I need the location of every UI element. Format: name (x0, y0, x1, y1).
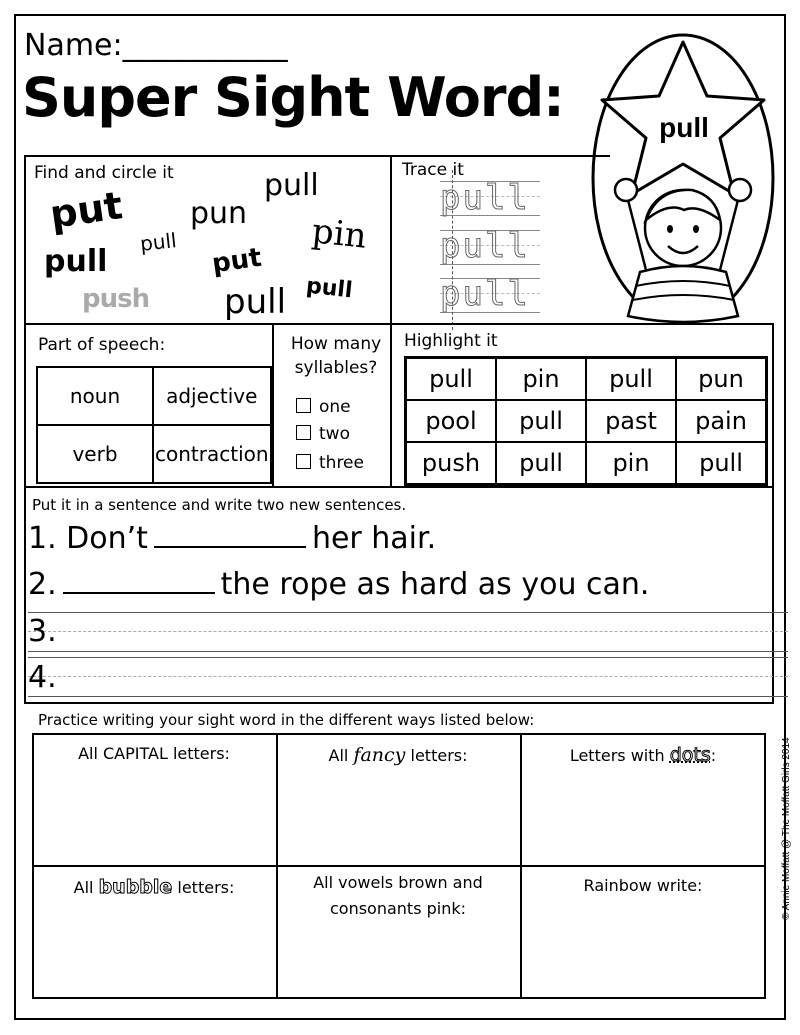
sight-word-label: pull (659, 112, 709, 143)
highlight-cell[interactable]: past (586, 400, 676, 442)
syllables-label-2: syllables? (294, 358, 378, 378)
highlight-cell[interactable]: pull (496, 442, 586, 485)
practice-rainbow[interactable]: Rainbow write: (583, 876, 703, 895)
copyright-text: © Annie Moffatt @ The Moffatt Girls 2014 (781, 737, 792, 920)
sentence-1: 1. Don’t her hair. (28, 521, 437, 556)
highlight-cell[interactable]: pun (676, 358, 767, 401)
trace-word[interactable]: pull (440, 178, 530, 218)
trace-label: Trace it (402, 160, 464, 180)
highlight-cell[interactable]: pin (586, 442, 676, 485)
practice-vowels[interactable]: All vowels brown and consonants pink: (313, 873, 483, 918)
highlight-cell[interactable]: pull (676, 442, 767, 485)
trace-word[interactable]: pull (440, 226, 530, 266)
highlight-cell[interactable]: pull (496, 400, 586, 442)
syllable-option-two[interactable]: two (296, 424, 350, 444)
highlight-cell[interactable]: pain (676, 400, 767, 442)
find-word[interactable]: push (82, 284, 150, 314)
syllable-option-three[interactable]: three (296, 453, 364, 473)
find-word[interactable]: pull (44, 244, 108, 279)
part-of-speech-label: Part of speech: (38, 335, 166, 355)
highlight-grid (404, 356, 768, 486)
find-circle-label: Find and circle it (34, 163, 174, 183)
star-character-illustration (588, 28, 778, 328)
practice-capital[interactable]: All CAPITAL letters: (78, 744, 230, 763)
pos-option-contraction[interactable]: contraction (153, 425, 271, 483)
sentences-label: Put it in a sentence and write two new sentences. (32, 496, 407, 514)
sentence-2: 2. the rope as hard as you can. (28, 567, 650, 602)
practice-label: Practice writing your sight word in the different ways listed below: (38, 711, 535, 729)
sentence-3-line[interactable]: 3. (28, 614, 57, 649)
sentence-1-blank[interactable] (154, 522, 306, 548)
find-word[interactable]: pin (310, 211, 369, 257)
highlight-cell[interactable]: pull (406, 358, 497, 401)
pos-option-adjective[interactable]: adjective (153, 367, 271, 425)
trace-word[interactable]: pull (440, 274, 530, 314)
checkbox-icon[interactable] (296, 454, 311, 469)
practice-fancy[interactable]: All fancy letters: (328, 744, 468, 766)
name-field[interactable]: Name:___________ (24, 28, 288, 63)
find-word[interactable]: pun (190, 196, 248, 231)
syllable-option-one[interactable]: one (296, 397, 351, 417)
highlight-label: Highlight it (404, 331, 498, 351)
checkbox-icon[interactable] (296, 425, 311, 440)
highlight-cell[interactable]: pull (586, 358, 676, 401)
pos-option-noun[interactable]: noun (37, 367, 153, 425)
practice-dots[interactable]: Letters with dots: (569, 744, 717, 766)
sentence-4-line[interactable]: 4. (28, 660, 57, 695)
highlight-cell[interactable]: pool (406, 400, 497, 442)
find-word[interactable]: put (47, 183, 126, 237)
find-word[interactable]: pull (138, 228, 178, 256)
sentence-2-blank[interactable] (63, 568, 215, 594)
highlight-cell[interactable]: push (406, 442, 497, 485)
page-title: Super Sight Word: (22, 66, 564, 129)
find-word[interactable]: pull (264, 168, 319, 203)
pos-option-verb[interactable]: verb (37, 425, 153, 483)
find-word[interactable]: pull (304, 273, 354, 304)
checkbox-icon[interactable] (296, 398, 311, 413)
syllables-label-1: How many (290, 334, 382, 354)
practice-bubble[interactable]: All bubble letters: (73, 876, 235, 898)
part-of-speech-grid (36, 366, 272, 484)
highlight-cell[interactable]: pin (496, 358, 586, 401)
find-word[interactable]: pull (224, 282, 287, 322)
find-word[interactable]: put (210, 242, 264, 280)
